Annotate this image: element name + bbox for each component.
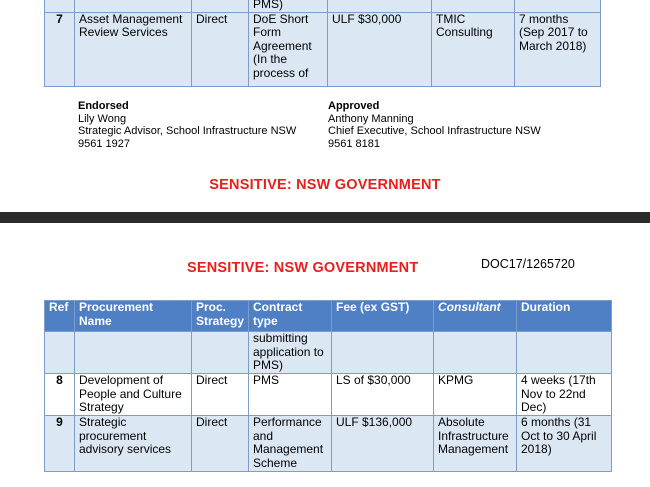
contract-type-cell: submitting application to PMS) — [249, 332, 332, 374]
approved-name: Anthony Manning — [328, 112, 414, 125]
column-header-procurement-name: Procurement Name — [75, 301, 192, 332]
column-header-fee: Fee (ex GST) — [332, 301, 434, 332]
duration-cell: 4 weeks (17th Nov to 22nd Dec) — [517, 374, 612, 416]
document-reference: DOC17/1265720 — [481, 257, 575, 271]
ref-cell: 9 — [45, 416, 75, 472]
page2-procurement-table — [44, 300, 612, 472]
page-divider — [0, 212, 650, 223]
fee-cell: ULF $30,000 — [328, 12, 432, 86]
fee-cell: ULF $136,000 — [332, 416, 434, 472]
endorsed-block — [78, 100, 318, 150]
contract-line: Form — [253, 25, 281, 39]
approved-title: Chief Executive, School Infrastructure NSW — [328, 125, 541, 138]
page1-procurement-table — [44, 0, 601, 87]
strategy-cell: Direct — [192, 12, 249, 86]
duration-cell: 7 months (Sep 2017 to March 2018) — [515, 12, 601, 86]
endorsed-title: Strategic Advisor, School Infrastructure NSW — [78, 125, 297, 138]
page1-footer-classification: SENSITIVE: NSW GOVERNMENT — [209, 177, 441, 193]
contract-line: DoE Short — [253, 11, 309, 26]
consultant-cell: TMIC Consulting — [432, 12, 515, 86]
contract-type-cell: PMS — [249, 374, 332, 416]
approved-phone: 9561 8181 — [328, 137, 380, 150]
column-header-consultant: Consultant — [434, 301, 517, 332]
contract-type-cell: Performance and Management Scheme — [249, 416, 332, 472]
contract-type-cell — [249, 12, 328, 86]
table-row — [45, 332, 612, 374]
duration-cell: 6 months (31 Oct to 30 April 2018) — [517, 416, 612, 472]
contract-type-cell: PMS) — [249, 0, 328, 12]
column-header-strategy: Proc. Strategy — [192, 301, 249, 332]
table-row — [45, 374, 612, 416]
page2-header-classification: SENSITIVE: NSW GOVERNMENT — [187, 260, 419, 276]
consultant-cell: Absolute Infrastructure Management — [434, 416, 517, 472]
procurement-name-cell: Development of People and Culture Strategy — [75, 374, 192, 416]
endorsed-name: Lily Wong — [78, 112, 127, 125]
strategy-cell: Direct — [192, 416, 249, 472]
procurement-name-cell: Strategic procurement advisory services — [75, 416, 192, 472]
strategy-cell: Direct — [192, 374, 249, 416]
table-row — [45, 12, 601, 86]
contract-line: (In the — [253, 52, 288, 66]
column-header-duration: Duration — [517, 301, 612, 332]
approved-block — [328, 100, 588, 150]
ref-cell: 8 — [45, 374, 75, 416]
table-row — [45, 0, 601, 12]
column-header-contract-type: Contract type — [249, 301, 332, 332]
approved-heading: Approved — [328, 100, 380, 112]
consultant-cell: KPMG — [434, 374, 517, 416]
contract-line: Agreement — [253, 38, 312, 53]
table-header-row — [45, 301, 612, 332]
endorsed-heading: Endorsed — [78, 100, 129, 112]
column-header-ref: Ref — [45, 301, 75, 332]
table-row — [45, 416, 612, 472]
fee-cell: LS of $30,000 — [332, 374, 434, 416]
contract-line: process of — [253, 65, 309, 80]
procurement-name-cell: Asset Management Review Services — [75, 12, 192, 86]
ref-cell: 7 — [45, 12, 75, 86]
endorsed-phone: 9561 1927 — [78, 137, 130, 150]
